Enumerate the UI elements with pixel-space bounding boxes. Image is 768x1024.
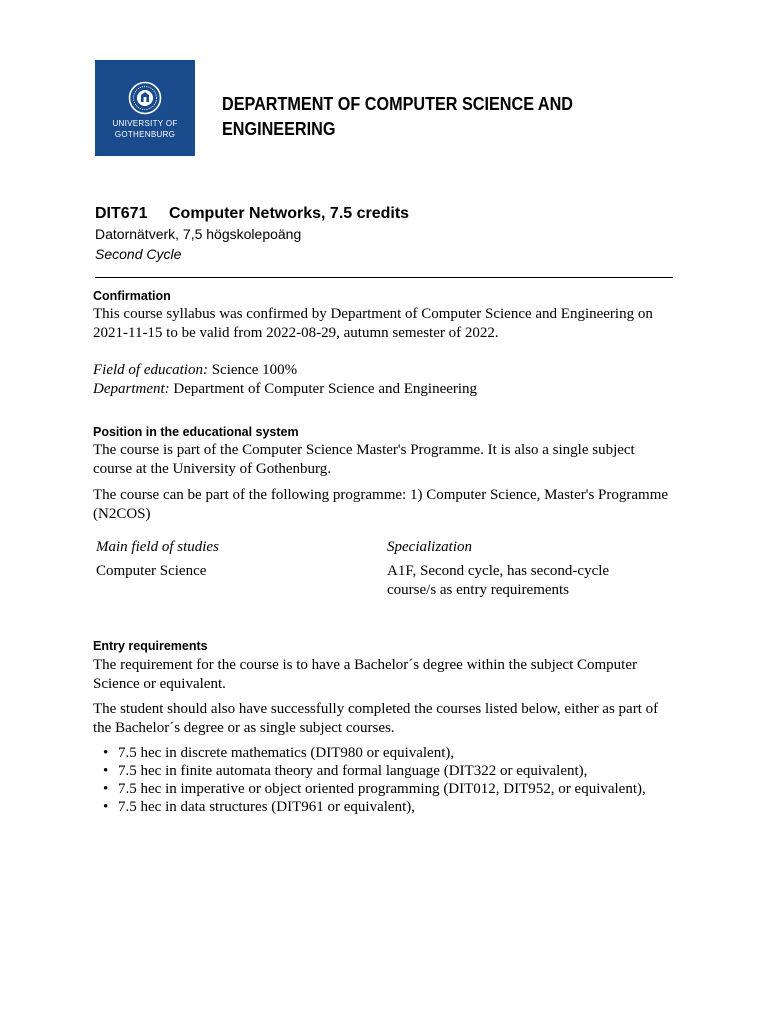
course-header [95, 204, 409, 264]
university-seal-icon [128, 81, 162, 115]
course-code: DIT671 [95, 205, 148, 222]
field-of-education-value: Science 100% [211, 362, 298, 378]
department-label: Department: [93, 381, 170, 397]
table-cell-main-field: Computer Science [96, 563, 207, 579]
logo-line-1: UNIVERSITY OF [112, 119, 178, 128]
position-text-2: The course can be part of the following programme: 1) Computer Science, Master's Programme (N2COS) [93, 487, 669, 522]
logo-line-2: GOTHENBURG [114, 130, 176, 139]
list-item: • 7.5 hec in imperative or object oriented programming (DIT012, DIT952, or equivalent), [100, 780, 660, 798]
position-text-1: The course is part of the Computer Science Master's Programme. It is also a single subject course at the University of Gothenburg. [93, 442, 635, 477]
entry-requirements-heading: Entry requirements [93, 639, 208, 653]
department-title: DEPARTMENT OF COMPUTER SCIENCE AND ENGINEERING [222, 94, 574, 139]
logo-text [95, 118, 195, 140]
course-swedish-title: Datornätverk, 7,5 högskolepoäng [95, 226, 302, 242]
entry-text-2: The student should also have successfully completed the courses listed below, either as part of the Bachelor´s degree or as single subject courses. [93, 701, 659, 736]
entry-text-1: The requirement for the course is to have a Bachelor´s degree within the subject Computer Science or equivalent. [93, 657, 637, 692]
course-title-line [95, 204, 409, 224]
department-info [93, 380, 673, 399]
department-value: Department of Computer Science and Engineering [173, 381, 478, 397]
entry-requirements-list [100, 744, 660, 816]
table-cell-specialization: A1F, Second cycle, has second-cycle course/s as entry requirements [387, 563, 610, 598]
table-header-specialization: Specialization [387, 539, 472, 555]
list-item: • 7.5 hec in finite automata theory and formal language (DIT322 or equivalent), [100, 762, 660, 780]
list-item: • 7.5 hec in discrete mathematics (DIT980 or equivalent), [100, 744, 660, 762]
university-logo [95, 60, 195, 156]
field-of-education [93, 361, 673, 380]
course-title: Computer Networks, 7.5 credits [169, 205, 410, 222]
course-cycle: Second Cycle [95, 246, 182, 262]
position-heading: Position in the educational system [93, 425, 299, 439]
confirmation-text: This course syllabus was confirmed by Department of Computer Science and Engineering on 2021-11-15 to be valid from 2022-08-29, autumn semester of 2022. [93, 306, 653, 341]
header-divider [95, 277, 673, 278]
list-item: • 7.5 hec in data structures (DIT961 or equivalent), [100, 798, 660, 816]
confirmation-heading: Confirmation [93, 289, 171, 303]
field-of-education-label: Field of education: [93, 362, 208, 378]
table-header-main-field: Main field of studies [96, 539, 219, 555]
